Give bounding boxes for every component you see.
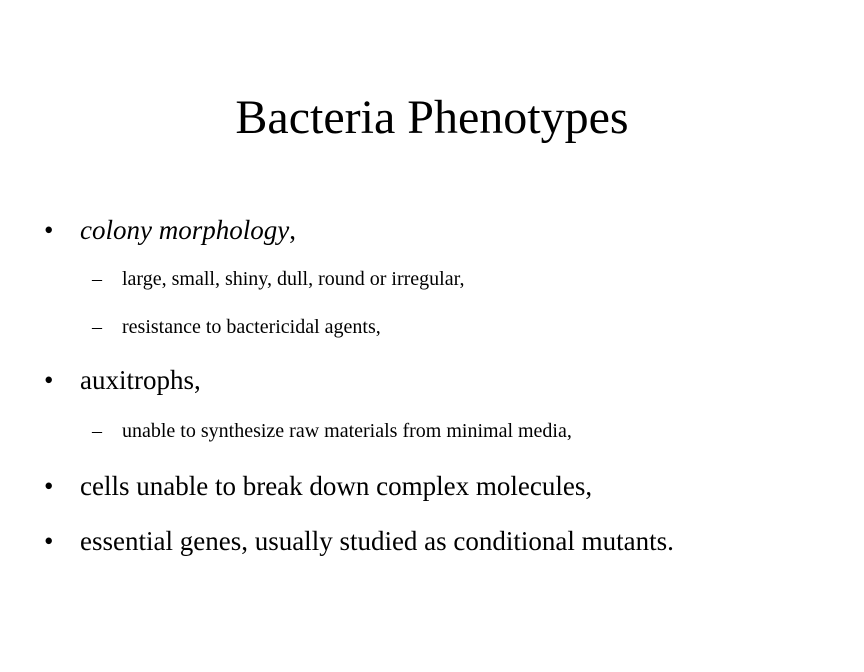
sub-bullet-resistance — [92, 314, 381, 340]
dash-marker: – — [92, 420, 102, 442]
bullet-auxitrophs — [44, 363, 201, 397]
bullet-colony-morphology — [44, 213, 296, 247]
bullet-text: colony morphology — [80, 215, 290, 245]
bullet-suffix: , — [289, 215, 296, 245]
sub-bullet-unable-synthesize — [92, 418, 572, 444]
sub-bullet-text: large, small, shiny, dull, round or irregular, — [122, 268, 465, 290]
bullet-marker: • — [44, 471, 54, 501]
bullet-essential-genes — [44, 524, 674, 558]
bullet-text: cells unable to break down complex molecules, — [80, 471, 593, 501]
bullet-text: essential genes, usually studied as conditional mutants. — [80, 526, 674, 556]
bullet-text: auxitrophs, — [80, 365, 201, 395]
bullet-marker: • — [44, 215, 54, 245]
sub-bullet-text: unable to synthesize raw materials from minimal media, — [122, 420, 572, 442]
sub-bullet-text: resistance to bactericidal agents, — [122, 316, 381, 338]
dash-marker: – — [92, 268, 102, 290]
bullet-cells-unable — [44, 469, 592, 503]
sub-bullet-appearance — [92, 266, 464, 292]
bullet-marker: • — [44, 365, 54, 395]
slide-title: Bacteria Phenotypes — [235, 91, 629, 144]
dash-marker: – — [92, 316, 102, 338]
bullet-marker: • — [44, 526, 54, 556]
